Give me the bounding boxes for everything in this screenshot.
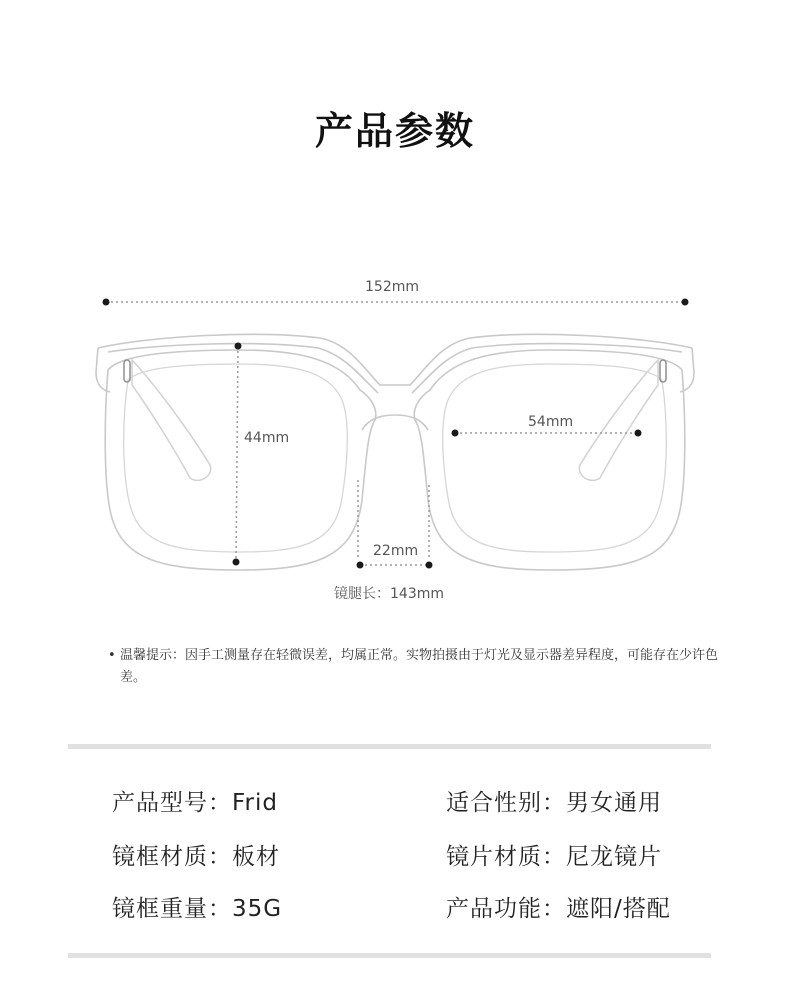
spec-function: 产品功能：遮阳/搭配 xyxy=(446,896,671,922)
frame-top-bar xyxy=(96,334,694,393)
temple-length-label: 镜腿长：143mm xyxy=(334,586,444,602)
bridge-width-label: 22mm xyxy=(373,543,419,559)
spec-gender: 适合性别：男女通用 xyxy=(446,790,662,816)
glasses-dimension-diagram xyxy=(0,260,790,620)
right-lens xyxy=(443,364,667,552)
top-divider xyxy=(68,744,711,749)
spec-frame-material: 镜框材质：板材 xyxy=(112,844,280,870)
page-title: 产品参数 xyxy=(314,109,475,153)
hinge-pins xyxy=(124,360,666,382)
glasses-outline-illustration xyxy=(0,260,790,620)
bottom-divider xyxy=(68,953,711,958)
left-lens xyxy=(124,364,348,552)
spec-frame-weight: 镜框重量：35G xyxy=(112,896,283,922)
spec-lens-material: 镜片材质：尼龙镜片 xyxy=(446,844,662,870)
spec-model: 产品型号：Frid xyxy=(112,790,279,816)
lens-width-label: 54mm xyxy=(528,414,574,430)
left-rim-outer xyxy=(105,350,376,570)
notice-text: 温馨提示：因手工测量存在轻微误差，均属正常。实物拍摄由于灯光及显示器差异程度，可能存在少许色差。 xyxy=(120,648,719,685)
notice-bullet: • xyxy=(108,648,116,663)
lens-height-label: 44mm xyxy=(244,430,290,446)
right-rim-outer xyxy=(414,350,685,570)
temple-arms xyxy=(132,360,658,480)
total-width-label: 152mm xyxy=(365,279,419,295)
measurement-notice xyxy=(108,645,728,689)
dimension-lines xyxy=(106,302,685,565)
